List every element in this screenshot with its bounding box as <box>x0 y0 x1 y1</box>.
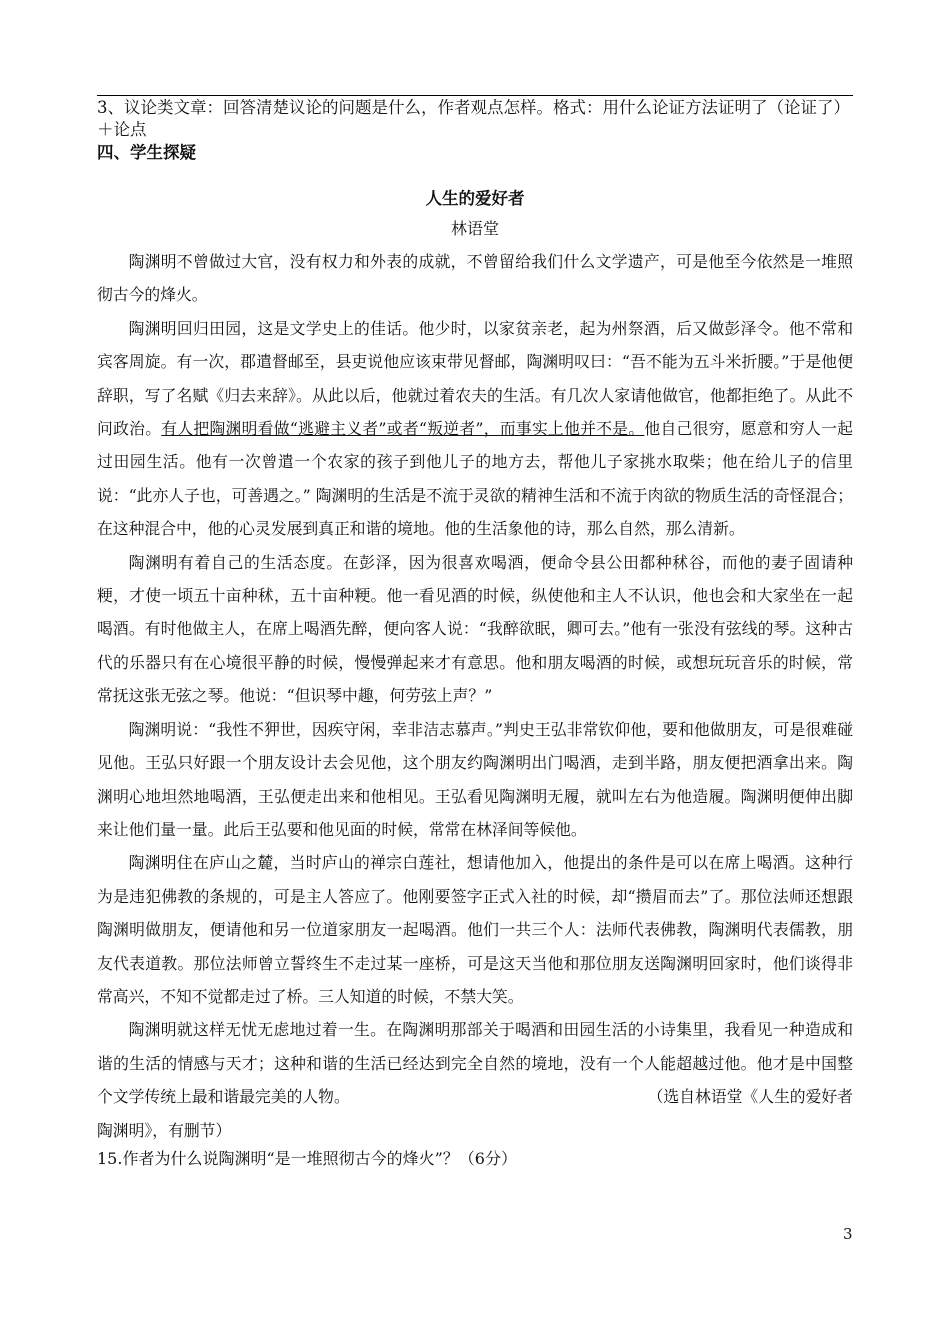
underlined-sentence: 有人把陶渊明看做“逃避主义者”或者“叛逆者”，而事实上他并不是。 <box>161 419 645 439</box>
article-title: 人生的爱好者 <box>425 189 525 208</box>
question-15: 15.作者为什么说陶渊明“是一堆照彻古今的烽火”？（6分） <box>97 1148 517 1168</box>
method-tip: 3、议论类文章：回答清楚议论的问题是什么，作者观点怎样。格式：用什么论证方法证明了（论证了）＋论点 <box>97 98 850 139</box>
section-heading: 四、学生探疑 <box>97 143 196 162</box>
page-content <box>97 97 853 1187</box>
article-source-end: 陶渊明》，有删节） <box>97 1120 232 1140</box>
article-paragraph-6 <box>97 1013 853 1113</box>
article-paragraph-1: 陶渊明不曾做过大官，没有权力和外表的成就，不曾留给我们什么文学遗产，可是他至今依然是一堆照彻古今的烽火。 <box>97 252 853 305</box>
paragraph-6-text: 陶渊明就这样无忧无虑地过着一生。在陶渊明那部关于喝酒和田园生活的小诗集里，我看见一种造成和谐的生活的情感与天才；这种和谐的生活已经达到完全自然的境地，没有一个人能超越过他。他才是中国整个文学传统上最和谐最完美的人物。 <box>97 1020 853 1107</box>
paragraph-2-text-a: 陶渊明回归田园，这是文学史上的佳话。他少时，以家贫亲老，起为州祭酒，后又做彭泽令。他不常和宾客周旋。有一次，郡遣督邮至，县吏说他应该束带见督邮，陶渊明叹曰：“吾不能为五斗米折腰。”于是他便辞职，写了名赋《归去来辞》。从此以后，他就过着农夫的生活。有几次人家请他做官，他都拒绝了。从此不问政治。 <box>97 318 853 439</box>
header-rule <box>97 95 853 96</box>
article-paragraph-5: 陶渊明住在庐山之麓，当时庐山的禅宗白莲社，想请他加入，他提出的条件是可以在席上喝酒。这种行为是违犯佛教的条规的，可是主人答应了。他刚要签字正式入社的时候，却“攒眉而去”了。那位法师还想跟陶渊明做朋友，便请他和另一位道家朋友一起喝酒。他们一共三个人：法师代表佛教，陶渊明代表儒教，朋友代表道教。那位法师曾立誓终生不走过某一座桥，可是这天当他和那位朋友送陶渊明回家时，他们谈得非常高兴，不知不觉都走过了桥。三人知道的时候，不禁大笑。 <box>97 853 853 1006</box>
article-author: 林语堂 <box>450 219 499 238</box>
article-paragraph-4: 陶渊明说：“我性不狎世，因疾守闲，幸非洁志慕声。”判史王弘非常钦仰他，要和他做朋友，可是很难碰见他。王弘只好跟一个朋友设计去会见他，这个朋友约陶渊明出门喝酒，走到半路，朋友便把酒拿出来。陶渊明心地坦然地喝酒，王弘便走出来和他相见。王弘看见陶渊明无履，就叫左右为他造履。陶渊明便伸出脚来让他们量一量。此后王弘要和他见面的时候，常常在林泽间等候他。 <box>97 719 853 839</box>
article-paragraph-3: 陶渊明有着自己的生活态度。在彭泽，因为很喜欢喝酒，便命令县公田都种秫谷，而他的妻子固请种粳，才使一顷五十亩种秫，五十亩种粳。他一看见酒的时候，纵使他和主人不认识，他也会和大家坐在一起喝酒。有时他做主人，在席上喝酒先醉，便向客人说：“我醉欲眠，卿可去。”他有一张没有弦线的琴。这种古代的乐器只有在心境很平静的时候，慢慢弹起来才有意思。他和朋友喝酒的时候，或想玩玩音乐的时候，常常抚这张无弦之琴。他说：“但识琴中趣，何劳弦上声？” <box>97 552 853 706</box>
paragraph-2-text-b: 他自己很穷，愿意和穷人一起过田园生活。他有一次曾遣一个农家的孩子到他儿子的地方去，帮他儿子家挑水取柴；他在给儿子的信里说：“此亦人子也，可善遇之。” 陶渊明的生活是不流于灵欲的精神生活和不流于肉欲的物质生活的奇怪混合；在这种混合中，他的心灵发展到真正和谐的境地。他的生活象他的诗，那么自然，那么清新。 <box>97 419 853 539</box>
article-paragraph-2 <box>97 312 853 546</box>
page-number: 3 <box>843 1225 853 1243</box>
article-source-start: （选自林语堂《人生的爱好者 <box>647 1087 853 1107</box>
